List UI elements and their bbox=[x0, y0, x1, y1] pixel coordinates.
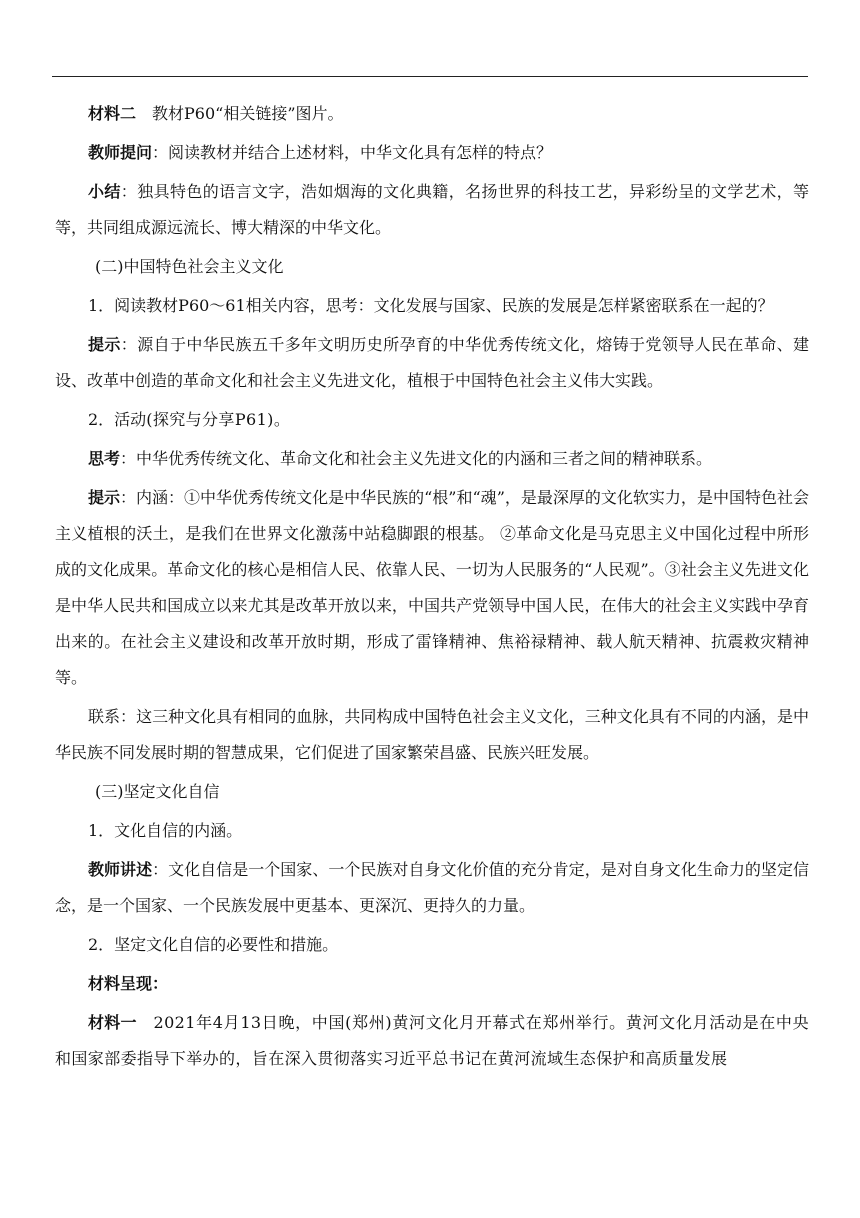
paragraph-activity bbox=[55, 402, 809, 438]
text-material-two: 教材P60“相关链接”图片。 bbox=[136, 104, 344, 123]
paragraph-read-textbook: 1．阅读教材P60～61相关内容，思考：文化发展与国家、民族的发展是怎样紧密联系在一起的？ bbox=[88, 296, 774, 315]
header-rule bbox=[52, 76, 808, 77]
paragraph-hint-1 bbox=[55, 327, 809, 399]
section-heading-3: (三)坚定文化自信 bbox=[95, 782, 220, 801]
paragraph-summary bbox=[55, 174, 809, 246]
label-summary: 小结 bbox=[88, 182, 121, 201]
label-hint-1: 提示 bbox=[88, 335, 121, 354]
paragraph-hint-2 bbox=[55, 480, 809, 696]
paragraph-necessity: 2．坚定文化自信的必要性和措施。 bbox=[88, 935, 339, 954]
label-material-present: 材料呈现： bbox=[88, 974, 169, 993]
paragraph-material-two bbox=[55, 96, 809, 132]
text-activity-suffix: 。 bbox=[273, 410, 290, 429]
text-hint-2: ：内涵：①中华优秀传统文化是中华民族的“根”和“魂”，是最深厚的文化软实力，是中国特色社会主义植根的沃土，是我们在世界文化激荡中站稳脚跟的根基。 ②革命文化是马克思主义中国化过程中所形成的文化成果。革命文化的核心是相信人民、依靠人民、一切为人民服务的“人民观”。③社会主义先进文化是中华人民共和国成立以来尤其是改革开放以来，中国共产党领导中国人民，在伟大的社会主义实践中孕育出来的。在社会主义建设和改革开放时期，形成了雷锋精神、焦裕禄精神、载人航天精神、抗震救灾精神等。 bbox=[55, 488, 809, 687]
text-activity-prefix: 2．活动 bbox=[88, 410, 147, 429]
paragraph-think bbox=[55, 441, 809, 477]
label-material-one: 材料一 bbox=[88, 1013, 137, 1032]
label-think: 思考 bbox=[88, 449, 121, 468]
text-hint-1: ：源自于中华民族五千多年文明历史所孕育的中华优秀传统文化，熔铸于党领导人民在革命、建设、改革中创造的革命文化和社会主义先进文化，植根于中国特色社会主义伟大实践。 bbox=[55, 335, 809, 390]
paragraph-connection: 联系：这三种文化具有相同的血脉，共同构成中国特色社会主义文化，三种文化具有不同的内涵，是中华民族不同发展时期的智慧成果，它们促进了国家繁荣昌盛、民族兴旺发展。 bbox=[55, 707, 809, 762]
text-summary: ：独具特色的语言文字，浩如烟海的文化典籍，名扬世界的科技工艺，异彩纷呈的文学艺术，等等，共同组成源远流长、博大精深的中华文化。 bbox=[55, 182, 809, 237]
label-hint-2: 提示 bbox=[88, 488, 121, 507]
label-teacher-explains: 教师讲述 bbox=[88, 860, 153, 879]
text-teacher-question: ：阅读教材并结合上述材料，中华文化具有怎样的特点？ bbox=[152, 143, 553, 162]
document-body bbox=[55, 96, 809, 1077]
paragraph-teacher-question bbox=[55, 135, 809, 171]
paragraph-cultural-confidence: 1．文化自信的内涵。 bbox=[88, 821, 243, 840]
label-material-two: 材料二 bbox=[88, 104, 137, 123]
paragraph-material-one bbox=[55, 1005, 809, 1077]
paragraph-material-present bbox=[55, 966, 809, 1002]
text-activity-paren: (探究与分享P61) bbox=[146, 410, 274, 429]
section-heading-2: (二)中国特色社会主义文化 bbox=[95, 257, 284, 276]
text-material-one: 2021年4月13日晚，中国(郑州)黄河文化月开幕式在郑州举行。黄河文化月活动是在中央和国家部委指导下举办的，旨在深入贯彻落实习近平总书记在黄河流域生态保护和高质量发展 bbox=[55, 1013, 809, 1068]
paragraph-teacher-explains bbox=[55, 852, 809, 924]
text-think: ：中华优秀传统文化、革命文化和社会主义先进文化的内涵和三者之间的精神联系。 bbox=[120, 449, 713, 468]
text-teacher-explains: ：文化自信是一个国家、一个民族对自身文化价值的充分肯定，是对自身文化生命力的坚定信念，是一个国家、一个民族发展中更基本、更深沉、更持久的力量。 bbox=[55, 860, 809, 915]
label-teacher-question: 教师提问 bbox=[88, 143, 153, 162]
